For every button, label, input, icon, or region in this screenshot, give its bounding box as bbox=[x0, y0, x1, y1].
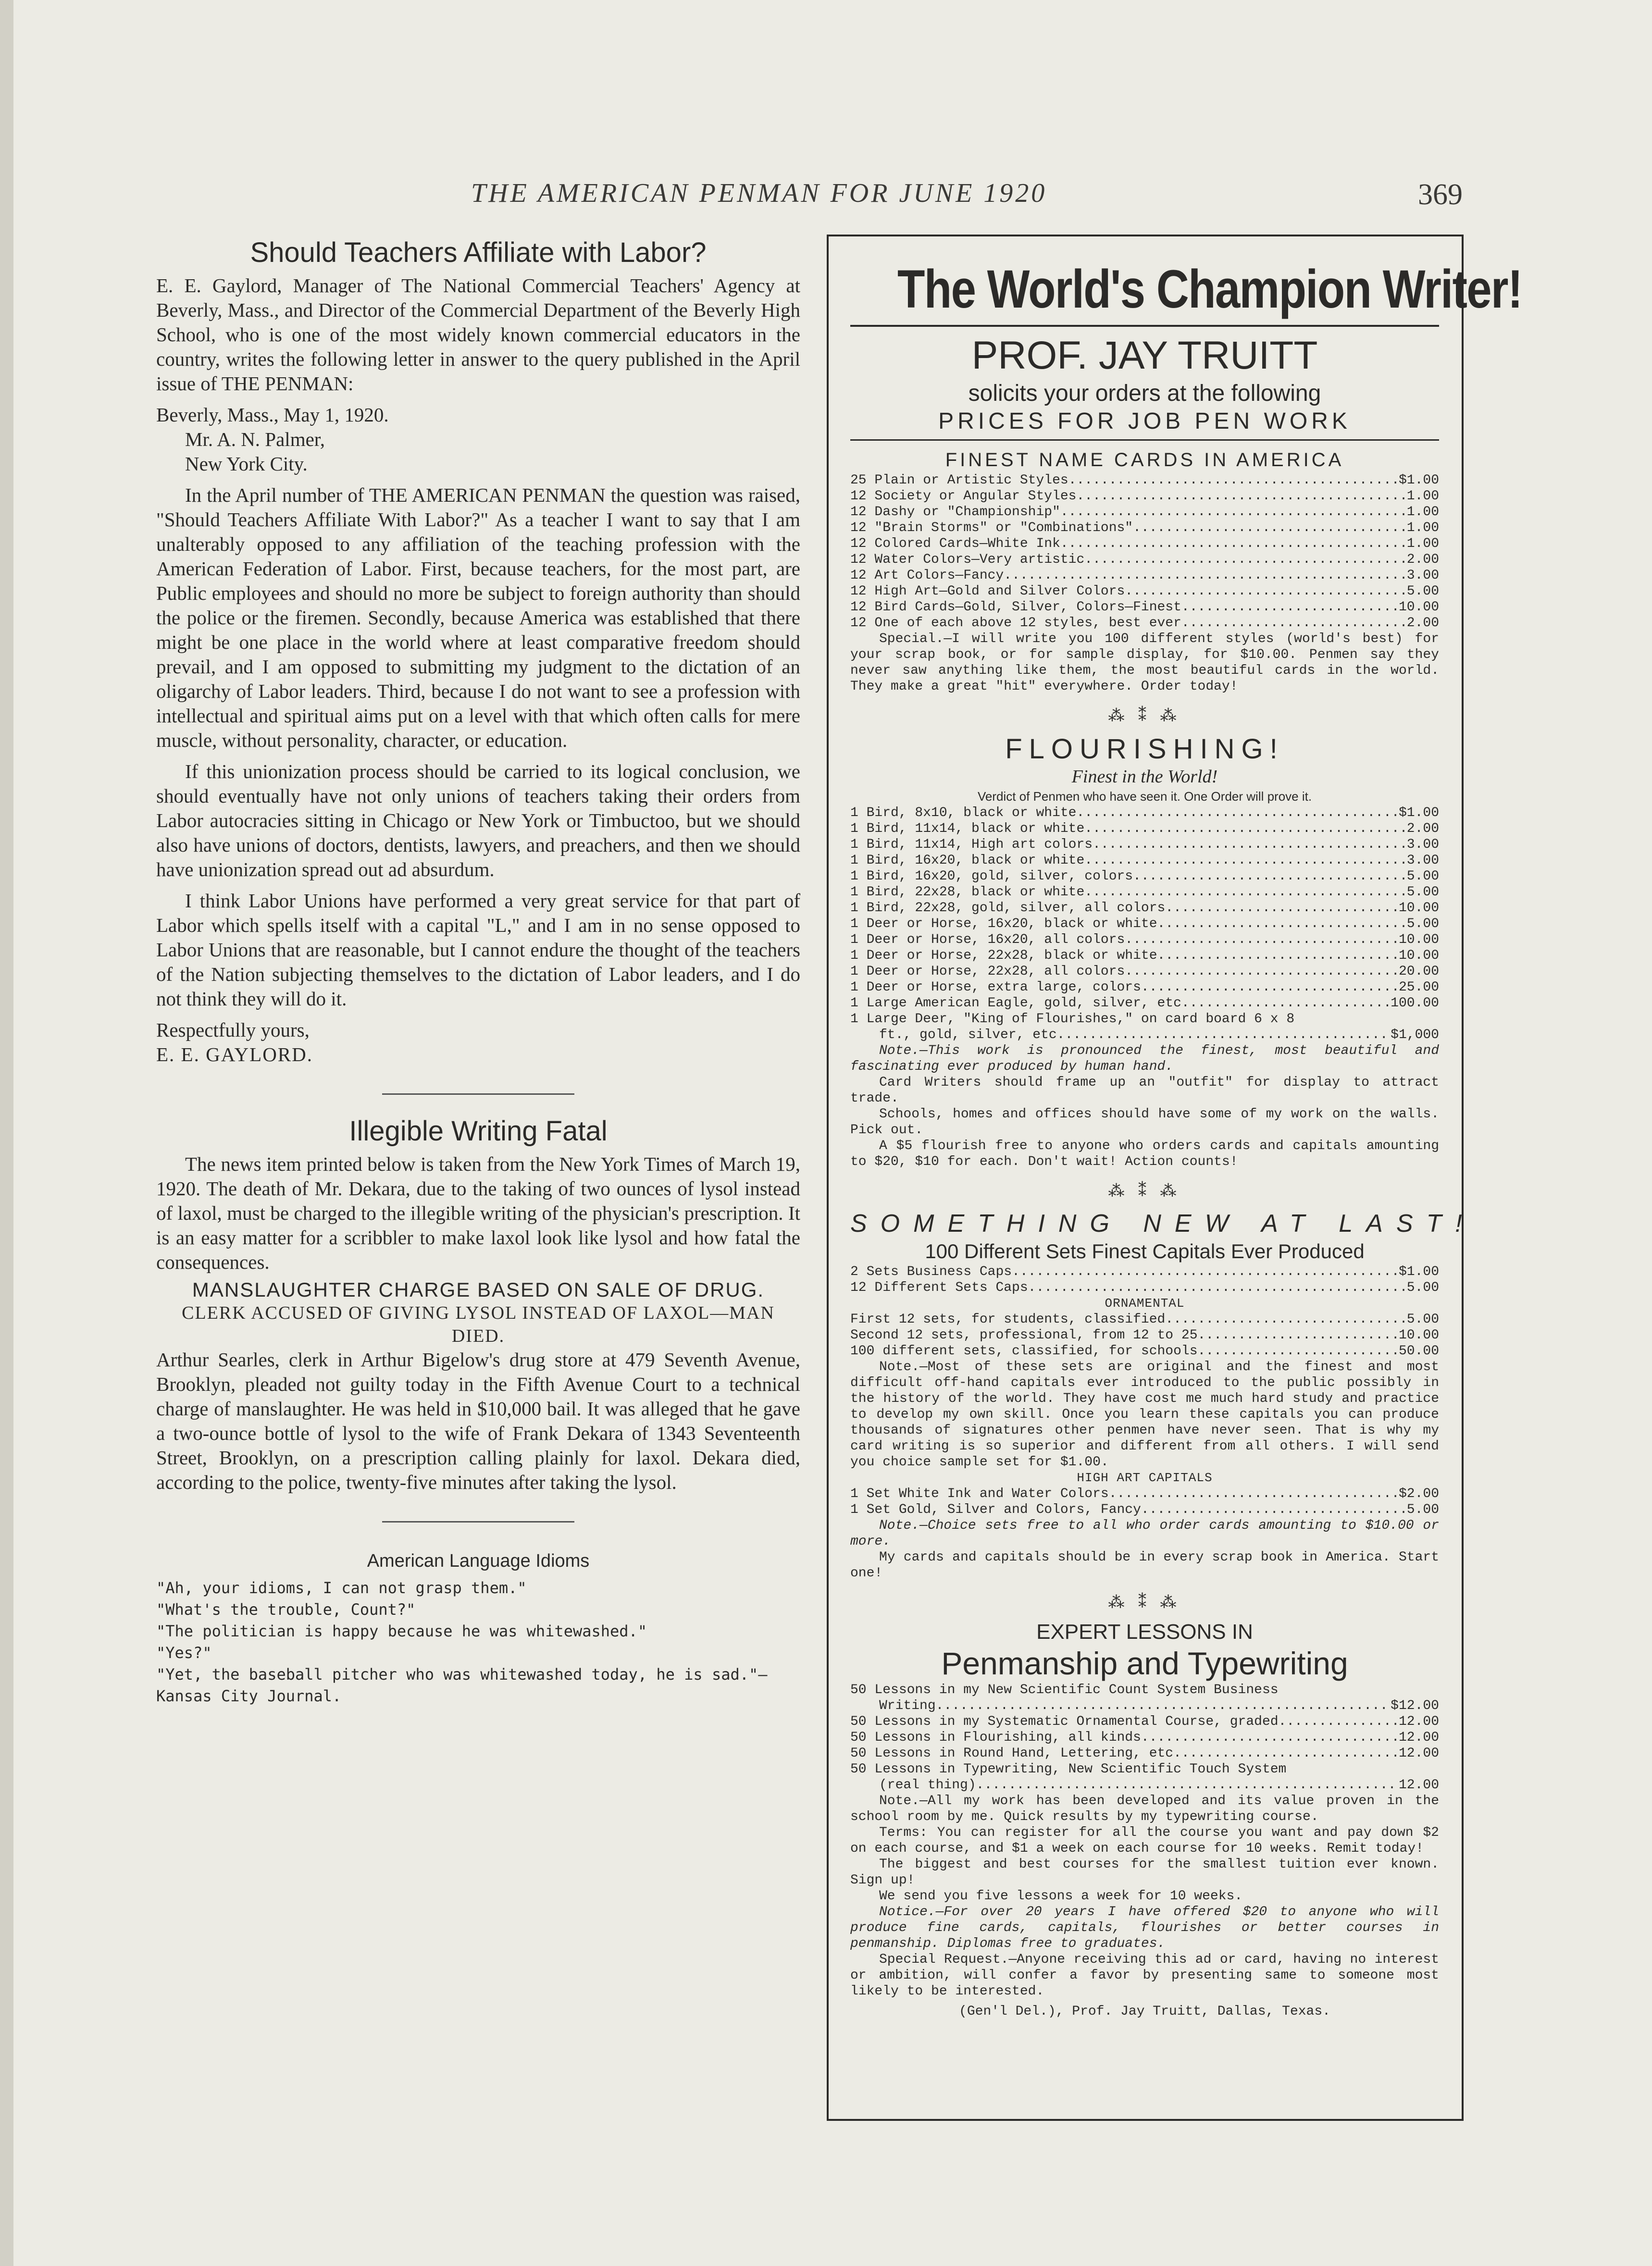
ornamental-heading: ORNAMENTAL bbox=[1105, 1296, 1185, 1311]
ad-solicit: solicits your orders at the following bbox=[968, 381, 1321, 406]
ad-rule bbox=[850, 325, 1439, 327]
price-row: 12 Art Colors—Fancy ..... 3.00 bbox=[850, 568, 1439, 583]
notice: Notice.—For over 20 years I have offered $20 to anyone who will produce fine cards, capitals, flourishes or better courses in penmanship. Diplomas free to graduates. bbox=[850, 1905, 1439, 1951]
price-row: 50 Lessons in my Systematic Ornamental Course, graded ..... 12.00 bbox=[850, 1714, 1439, 1730]
page-header bbox=[0, 178, 1652, 226]
page-edge-strip bbox=[0, 0, 13, 2266]
ad-headline: The World's Champion Writer! bbox=[897, 259, 1522, 319]
price-row: 1 Bird, 16x20, black or white ..... 3.00 bbox=[850, 853, 1439, 868]
article-intro: E. E. Gaylord, Manager of The National Commercial Teachers' Agency at Beverly, Mass., and Director of the Commercial Department of the Beverly High School, who is one of the most widely known commercial educators in the country, writes the following letter in answer to the query published in the April issue of THE PENMAN: bbox=[156, 274, 800, 395]
letter-paragraph: If this unionization process should be carried to its logical conclusion, we should eventually have not only unions of teachers taking their orders from Labor autocracies sitting in Chicago or New York or Timbuctoo, but we should also have unions of doctors, dentists, lawyers, and preachers, and then we should have unionization spread out ad absurdum. bbox=[156, 760, 800, 880]
price-row: 1 Deer or Horse, 16x20, black or white ..... 5.00 bbox=[850, 916, 1439, 932]
price-row: 1 Bird, 8x10, black or white ..... $1.00 bbox=[850, 805, 1439, 821]
price-row: 50 Lessons in Round Hand, Lettering, etc ..... 12.00 bbox=[850, 1746, 1439, 1761]
price-row: 1 Deer or Horse, extra large, colors ..... 25.00 bbox=[850, 979, 1439, 995]
section-divider bbox=[382, 1093, 574, 1095]
left-column bbox=[156, 235, 800, 1707]
price-row: 2 Sets Business Caps ..... $1.00 bbox=[850, 1264, 1439, 1280]
letter-paragraph: In the April number of THE AMERICAN PENMAN the question was raised, "Should Teachers Affiliate With Labor?" As a teacher I want to say that I am unalterably opposed to any affiliation of the teaching profession with the American Federation of Labor. First, because teachers, for the most part, are Public employees and should no more be subject to foreign authority than should the police or the firemen. Secondly, because America was established that there might be one place in the world where at least comparative freedom should prevail, and I am opposed to submitting my judgment to the dictation of an oligarchy of Labor leaders. Third, because I do not want to see a profession with intellectual and spiritual aims put on a level with that which often calls for mere muscle, without personality, character, or education. bbox=[156, 484, 800, 751]
news-subheadline: CLERK ACCUSED OF GIVING LYSOL INSTEAD OF LAXOL—MAN DIED. bbox=[182, 1303, 775, 1346]
price-row: 12 Dashy or "Championship" ..... 1.00 bbox=[850, 504, 1439, 520]
capitals-heading: 100 Different Sets Finest Capitals Ever Produced bbox=[925, 1240, 1365, 1263]
cards-heading: FINEST NAME CARDS IN AMERICA bbox=[945, 449, 1344, 471]
idiom-line: "Yes?" bbox=[156, 1644, 212, 1662]
price-row: Writing ..... $12.00 bbox=[850, 1698, 1439, 1714]
price-row: 1 Bird, 16x20, gold, silver, colors ..... 5.00 bbox=[850, 868, 1439, 884]
idiom-line: "Yet, the baseball pitcher who was whitewashed today, he is sad."—Kansas City Journal. bbox=[156, 1665, 768, 1705]
price-row: 12 One of each above 12 styles, best ever ..... 2.00 bbox=[850, 615, 1439, 631]
expert-lessons-heading: EXPERT LESSONS IN bbox=[1036, 1620, 1253, 1644]
price-row: 100 different sets, classified, for schools ..... 50.00 bbox=[850, 1343, 1439, 1359]
article-title-illegible-writing: Illegible Writing Fatal bbox=[349, 1115, 608, 1147]
flourishing-subheading: Finest in the World! bbox=[1071, 767, 1218, 787]
flourishing-price-list bbox=[850, 805, 1439, 1043]
ad-name: PROF. JAY TRUITT bbox=[971, 334, 1318, 377]
price-row-label: 1 Large Deer, "King of Flourishes," on card board 6 x 8 bbox=[850, 1012, 1295, 1027]
news-body: Arthur Searles, clerk in Arthur Bigelow's drug store at 479 Seventh Avenue, Brooklyn, pleaded not guilty today in the Fifth Avenue Court to a technical charge of manslaughter. He was held in $10,000 bail. It was alleged that he gave a two-ounce bottle of lysol to the wife of Frank Dekara of 1343 Seventeenth Street, Brooklyn, on a prescription calling plainly for laxol. Dekara died, according to the police, twenty-five minutes after taking the lysol. bbox=[156, 1349, 800, 1493]
page-number: 369 bbox=[1418, 178, 1463, 211]
special-request: Special Request.—Anyone receiving this ad or card, having no interest or ambition, will confer a favor by presenting same to someone most likely to be interested. bbox=[850, 1952, 1439, 1999]
price-row: (real thing) ..... 12.00 bbox=[850, 1777, 1439, 1793]
high-art-note: Note.—Choice sets free to all who order cards amounting to $10.00 or more. bbox=[850, 1518, 1439, 1549]
price-row: Second 12 sets, professional, from 12 to 25 ..... 10.00 bbox=[850, 1327, 1439, 1343]
letter-addressee-name: Mr. A. N. Palmer, bbox=[185, 428, 325, 450]
price-row: 12 Water Colors—Very artistic ..... 2.00 bbox=[850, 552, 1439, 568]
price-row: 1 Bird, 11x14, black or white ..... 2.00 bbox=[850, 821, 1439, 837]
running-head: THE AMERICAN PENMAN FOR JUNE 1920 bbox=[471, 178, 1047, 208]
price-row: First 12 sets, for students, classified ..... 5.00 bbox=[850, 1312, 1439, 1327]
ad-prices-banner: PRICES FOR JOB PEN WORK bbox=[938, 409, 1351, 434]
lessons-note: Note.—All my work has been developed and its value proven in the school room by me. Quick results by my typewriting course. bbox=[850, 1794, 1439, 1824]
letter-paragraph: I think Labor Unions have performed a very great service for that part of Labor which spells itself with a capital "L," and I am in no sense opposed to Labor Unions that are reasonable, but I cannot endure the thought of the teachers of the Nation subjecting themselves to the dictation of Labor leaders, and I do not think they will do it. bbox=[156, 890, 800, 1010]
lessons-note: The biggest and best courses for the smallest tuition ever known. Sign up! bbox=[850, 1857, 1439, 1888]
price-row: 1 Large American Eagle, gold, silver, etc ..... 100.00 bbox=[850, 995, 1439, 1011]
price-row: 12 Different Sets Caps ..... 5.00 bbox=[850, 1280, 1439, 1296]
price-row: 12 Society or Angular Styles ..... 1.00 bbox=[850, 488, 1439, 504]
price-row: 1 Bird, 22x28, gold, silver, all colors ..... 10.00 bbox=[850, 900, 1439, 916]
news-headline: MANSLAUGHTER CHARGE BASED ON SALE OF DRUG. bbox=[192, 1278, 765, 1301]
price-row: ft., gold, silver, etc ..... $1,000 bbox=[850, 1027, 1439, 1043]
article-title-idioms: American Language Idioms bbox=[367, 1551, 590, 1571]
price-row: 25 Plain or Artistic Styles ..... $1.00 bbox=[850, 472, 1439, 488]
flourishing-note: A $5 flourish free to anyone who orders cards and capitals amounting to $20, $10 for each. Don't wait! Action counts! bbox=[850, 1139, 1439, 1169]
ornament-divider: ⁂ ⁑ ⁂ bbox=[1108, 1594, 1181, 1611]
high-art-heading: HIGH ART CAPITALS bbox=[1077, 1471, 1213, 1485]
idiom-line: "What's the trouble, Count?" bbox=[156, 1600, 416, 1619]
flourishing-verdict: Verdict of Penmen who have seen it. One Order will prove it. bbox=[977, 789, 1312, 804]
article-intro: The news item printed below is taken from the New York Times of March 19, 1920. The death of Mr. Dekara, due to the taking of two ounces of lysol instead of laxol, must be charged to the illegible writing of the physician's prescription. It is an easy matter for a scribbler to make laxol look like lysol and how fatal the consequences. bbox=[156, 1153, 800, 1273]
letter-closing: Respectfully yours, bbox=[156, 1019, 310, 1041]
advertiser-address: (Gen'l Del.), Prof. Jay Truitt, Dallas, Texas. bbox=[959, 2004, 1330, 2019]
high-art-note: My cards and capitals should be in every scrap book in America. Start one! bbox=[850, 1550, 1439, 1581]
cards-note: Special.—I will write you 100 different styles (world's best) for your scrap book, or for sample display, for $10.00. Penmen say they never saw anything like them, the most beautiful cards in the world. They make a great "hit" everywhere. Order today! bbox=[850, 632, 1439, 694]
price-row: 1 Deer or Horse, 16x20, all colors ..... 10.00 bbox=[850, 932, 1439, 948]
advertisement-content bbox=[850, 256, 1522, 2021]
idiom-line: "The politician is happy because he was whitewashed." bbox=[156, 1622, 647, 1640]
article-title-teachers-labor: Should Teachers Affiliate with Labor? bbox=[250, 237, 707, 268]
flourishing-note: Card Writers should frame up an "outfit" for display to attract trade. bbox=[850, 1075, 1439, 1106]
price-row: 12 Bird Cards—Gold, Silver, Colors—Finest ..... 10.00 bbox=[850, 599, 1439, 615]
letter-addressee-city: New York City. bbox=[185, 453, 308, 475]
something-new-heading: SOMETHING NEW AT LAST! bbox=[850, 1210, 1476, 1238]
section-divider bbox=[382, 1521, 574, 1523]
ornament-divider: ⁂ ⁑ ⁂ bbox=[1108, 1182, 1181, 1200]
price-row: 50 Lessons in Flourishing, all kinds ..... 12.00 bbox=[850, 1730, 1439, 1746]
price-row: 12 "Brain Storms" or "Combinations" ..... 1.00 bbox=[850, 520, 1439, 536]
price-row: 1 Set Gold, Silver and Colors, Fancy ..... 5.00 bbox=[850, 1502, 1439, 1518]
lessons-note: Terms: You can register for all the course you want and pay down $2 on each course, and $1 a week on each course for 10 weeks. Remit today! bbox=[850, 1825, 1439, 1856]
letter-signature: E. E. GAYLORD. bbox=[156, 1043, 313, 1065]
price-row: 1 Bird, 11x14, High art colors ..... 3.00 bbox=[850, 837, 1439, 853]
cards-price-list bbox=[850, 472, 1439, 631]
price-row-label: 50 Lessons in Typewriting, New Scientific Touch System bbox=[850, 1762, 1287, 1777]
price-row: 1 Deer or Horse, 22x28, black or white ..... 10.00 bbox=[850, 948, 1439, 964]
price-row-label: 50 Lessons in my New Scientific Count System Business bbox=[850, 1683, 1279, 1697]
price-row: 1 Bird, 22x28, black or white ..... 5.00 bbox=[850, 884, 1439, 900]
price-row: 1 Deer or Horse, 22x28, all colors ..... 20.00 bbox=[850, 964, 1439, 979]
lessons-note: We send you five lessons a week for 10 weeks. bbox=[879, 1889, 1243, 1904]
price-row: 12 High Art—Gold and Silver Colors ..... 5.00 bbox=[850, 583, 1439, 599]
flourishing-heading: FLOURISHING! bbox=[1005, 733, 1284, 765]
price-row: 12 Colored Cards—White Ink ..... 1.00 bbox=[850, 536, 1439, 552]
ornament-divider: ⁂ ⁑ ⁂ bbox=[1108, 707, 1181, 725]
flourishing-note: Note.—This work is pronounced the finest, most beautiful and fascinating ever produced by human hand. bbox=[850, 1043, 1439, 1074]
advertisement-box bbox=[827, 235, 1522, 2121]
letter-dateline: Beverly, Mass., May 1, 1920. bbox=[156, 404, 389, 426]
flourishing-note: Schools, homes and offices should have some of my work on the walls. Pick out. bbox=[850, 1107, 1439, 1138]
capitals-note: Note.—Most of these sets are original and the finest and most difficult off-hand capitals ever introduced to the public possibly in the history of the world. They have cost me much hard study and practice to develop my own skill. Once you learn these capitals you can produce thousands of signatures other penmen have never seen. That is why my card writing is so superior and different from all others. I will send you choice sample set for $1.00. bbox=[850, 1360, 1439, 1470]
penmanship-heading: Penmanship and Typewriting bbox=[941, 1646, 1348, 1681]
idiom-line: "Ah, your idioms, I can not grasp them." bbox=[156, 1579, 527, 1597]
price-row: 1 Set White Ink and Water Colors ..... $2.00 bbox=[850, 1486, 1439, 1502]
ad-rule bbox=[850, 439, 1439, 441]
